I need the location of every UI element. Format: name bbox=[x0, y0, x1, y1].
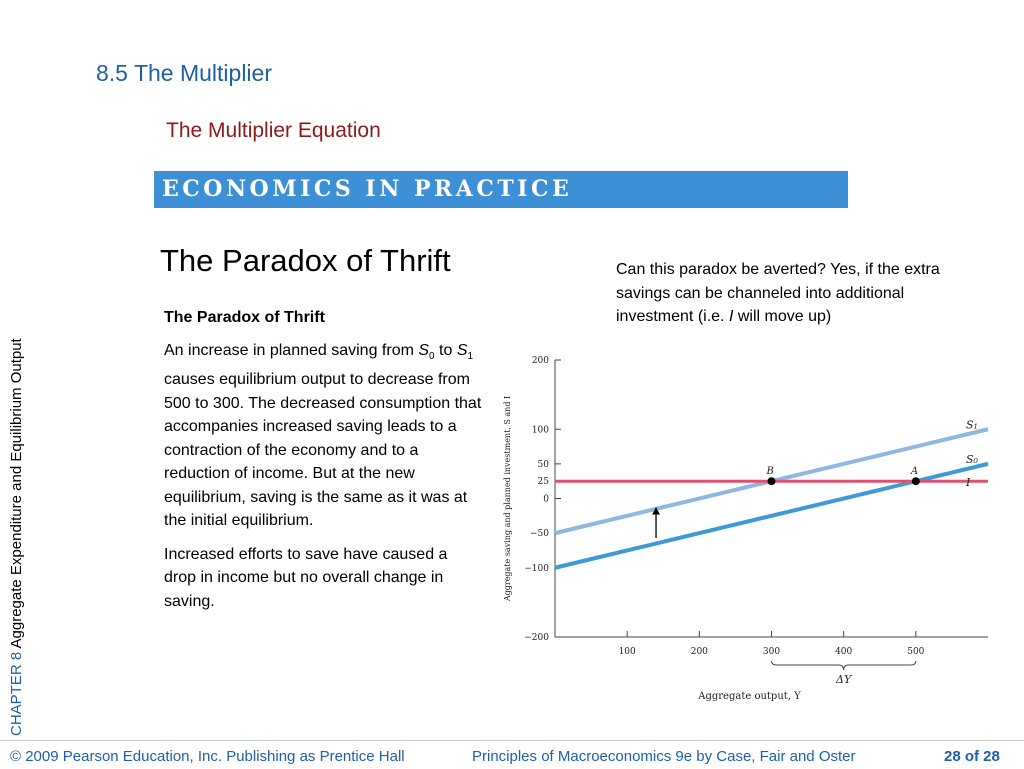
banner-text: ECONOMICS IN PRACTICE bbox=[162, 176, 573, 202]
chapter-title: Aggregate Expenditure and Equilibrium Output bbox=[8, 338, 25, 649]
y-tick-label: 0 bbox=[543, 494, 549, 505]
y-tick-label: 200 bbox=[531, 356, 549, 366]
x-tick-label: 100 bbox=[618, 647, 636, 657]
y-tick-label: 100 bbox=[531, 425, 549, 436]
chapter-side-label bbox=[8, 338, 25, 736]
series-label: S₀ bbox=[966, 452, 978, 466]
footer bbox=[0, 740, 1024, 769]
point-label-b: B bbox=[766, 466, 774, 478]
body-text bbox=[164, 306, 482, 623]
sub-title: The Multiplier Equation bbox=[166, 119, 381, 142]
x-tick-label: 200 bbox=[690, 647, 708, 657]
copyright-text: © 2009 Pearson Education, Inc. Publishing as Prentice Hall bbox=[10, 748, 405, 765]
x-axis-title: Aggregate output, Y bbox=[698, 691, 801, 702]
series-label: S₁ bbox=[966, 418, 978, 432]
point-label-a: A bbox=[910, 466, 919, 478]
y-axis-title: Aggregate saving and planned investment, S and I bbox=[503, 395, 512, 602]
y-tick-label: 50 bbox=[537, 459, 549, 470]
paradox-of-thrift-chart bbox=[496, 340, 996, 710]
y-tick-label: −50 bbox=[530, 529, 549, 540]
y-tick-label: 25 bbox=[537, 477, 549, 488]
paragraph-2: Increased efforts to save have caused a drop in income but no overall change in saving. bbox=[164, 545, 448, 610]
x-tick-label: 500 bbox=[907, 647, 925, 657]
page-number: 28 of 28 bbox=[944, 748, 1000, 765]
x-tick-label: 400 bbox=[835, 647, 853, 657]
main-heading: The Paradox of Thrift bbox=[160, 243, 451, 278]
equilibrium-point-a bbox=[912, 477, 920, 485]
series-label: I bbox=[966, 476, 971, 490]
note-text: Can this paradox be averted? Yes, if the extra savings can be channeled into additional investment (i.e. I will move up) bbox=[616, 261, 940, 325]
delta-y-label: ΔY bbox=[836, 673, 852, 686]
paragraph-1: An increase in planned saving from $S_0$ to $S_1$ causes equilibrium output to decrease from 500 to 300. The decreased consumption that accompanies increased saving leads to a contraction of the economy and to a reduction of income. But at the new equilibrium, saving is the same as it was at the initial equilibrium. bbox=[164, 341, 482, 530]
box-title: The Paradox of Thrift bbox=[164, 309, 325, 326]
section-title: 8.5 The Multiplier bbox=[96, 60, 272, 86]
delta-y-bracket bbox=[772, 661, 916, 670]
chapter-number: CHAPTER 8 bbox=[8, 651, 25, 736]
x-tick-label: 300 bbox=[762, 647, 781, 657]
y-tick-label: −100 bbox=[524, 563, 549, 574]
economics-in-practice-banner bbox=[154, 171, 848, 208]
y-tick-label: −200 bbox=[524, 633, 549, 643]
equilibrium-point-b bbox=[768, 477, 776, 485]
book-title: Principles of Macroeconomics 9e by Case, Fair and Oster bbox=[472, 748, 856, 765]
